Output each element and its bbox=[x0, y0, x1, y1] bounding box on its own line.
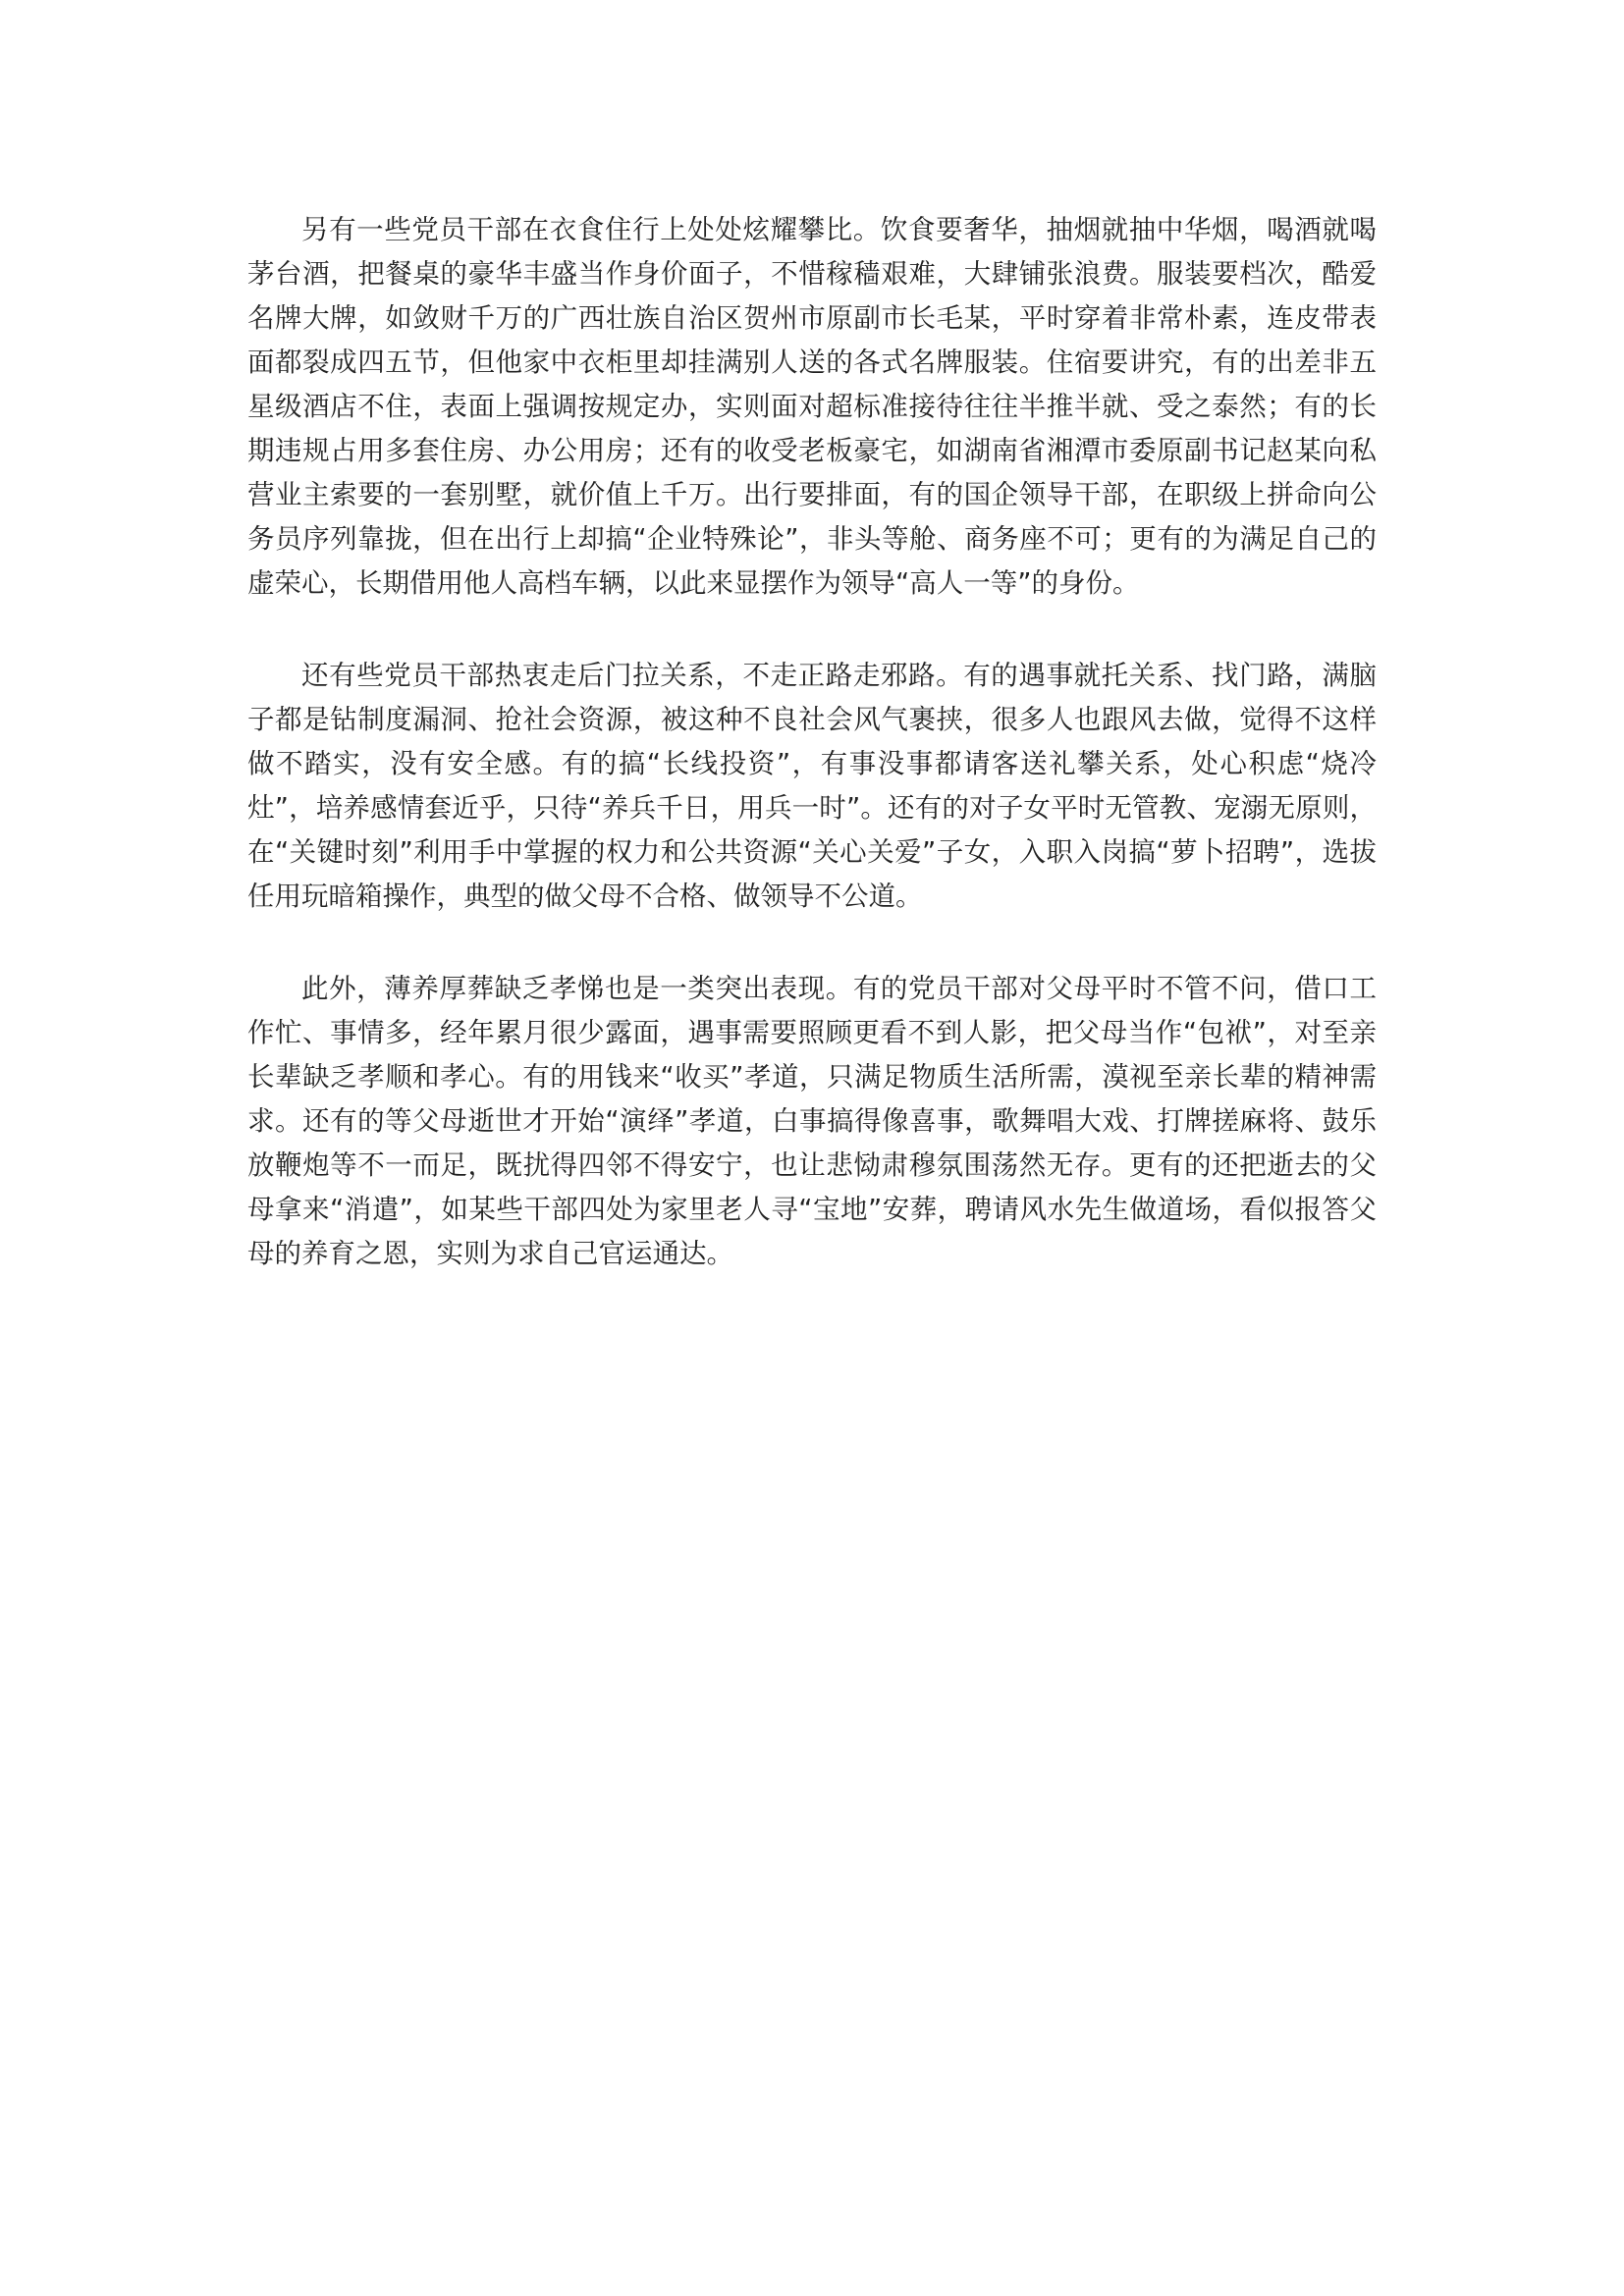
paragraph-1: 另有一些党员干部在衣食住行上处处炫耀攀比。饮食要奢华，抽烟就抽中华烟，喝酒就喝茅台酒，把餐桌的豪华丰盛当作身价面子，不惜稼穑艰难，大肆铺张浪费。服装要档次，酷爱名牌大牌，如敛财千万的广西壮族自治区贺州市原副市长毛某，平时穿着非常朴素，连皮带表面都裂成四五节，但他家中衣柜里却挂满别人送的各式名牌服装。住宿要讲究，有的出差非五星级酒店不住，表面上强调按规定办，实则面对超标准接待往往半推半就、受之泰然；有的长期违规占用多套住房、办公用房；还有的收受老板豪宅，如湖南省湘潭市委原副书记赵某向私营业主索要的一套别墅，就价值上千万。出行要排面，有的国企领导干部，在职级上拼命向公务员序列靠拢，但在出行上却搞“企业特殊论”，非头等舱、商务座不可；更有的为满足自己的虚荣心，长期借用他人高档车辆，以此来显摆作为领导“高人一等”的身份。 bbox=[247, 214, 1377, 599]
paragraph-3: 此外，薄养厚葬缺乏孝悌也是一类突出表现。有的党员干部对父母平时不管不问，借口工作忙、事情多，经年累月很少露面，遇事需要照顾更看不到人影，把父母当作“包袱”，对至亲长辈缺乏孝顺和孝心。有的用钱来“收买”孝道，只满足物质生活所需，漠视至亲长辈的精神需求。还有的等父母逝世才开始“演绎”孝道，白事搞得像喜事，歌舞唱大戏、打牌搓麻将、鼓乐放鞭炮等不一而足，既扰得四邻不得安宁，也让悲恸肃穆氛围荡然无存。更有的还把逝去的父母拿来“消遣”，如某些干部四处为家里老人寻“宝地”安葬，聘请风水先生做道场，看似报答父母的养育之恩，实则为求自己官运通达。 bbox=[247, 973, 1377, 1269]
document-body bbox=[247, 208, 1377, 1324]
paragraph-2: 还有些党员干部热衷走后门拉关系，不走正路走邪路。有的遇事就托关系、找门路，满脑子都是钻制度漏洞、抢社会资源，被这种不良社会风气裹挟，很多人也跟风去做，觉得不这样做不踏实，没有安全感。有的搞“长线投资”，有事没事都请客送礼攀关系，处心积虑“烧冷灶”，培养感情套近乎，只待“养兵千日，用兵一时”。还有的对子女平时无管教、宠溺无原则，在“关键时刻”利用手中掌握的权力和公共资源“关心关爱”子女，入职入岗搞“萝卜招聘”，选拔任用玩暗箱操作，典型的做父母不合格、做领导不公道。 bbox=[247, 660, 1377, 912]
